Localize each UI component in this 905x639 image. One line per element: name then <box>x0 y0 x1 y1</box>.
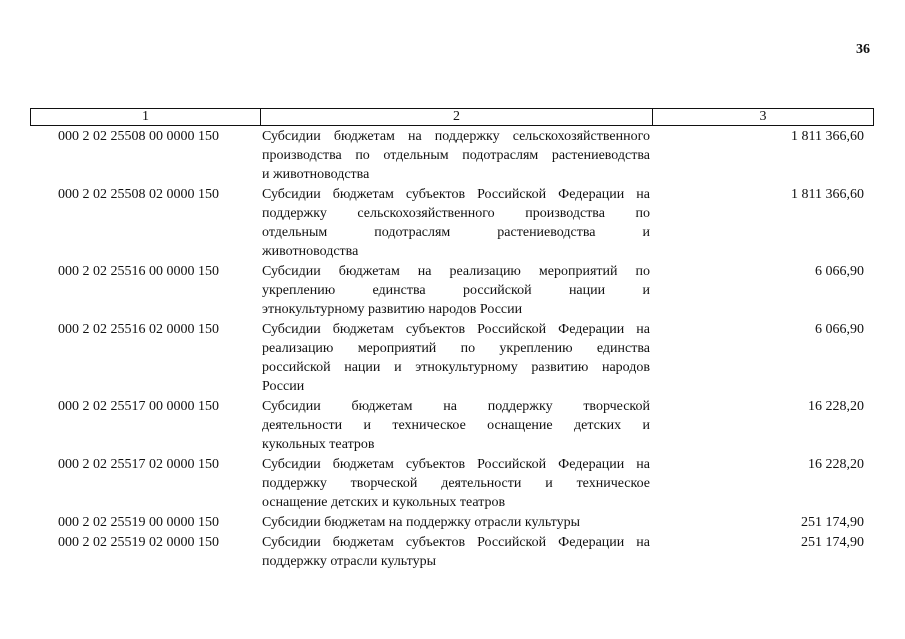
row-amount: 6 066,90 <box>815 322 864 337</box>
table-header <box>30 108 874 126</box>
description-line: Субсидии бюджетам на реализацию мероприятий по <box>262 264 650 279</box>
budget-code: 000 2 02 25519 02 0000 150 <box>58 535 219 550</box>
row-amount: 16 228,20 <box>808 399 864 414</box>
description-line: поддержку творческой деятельности и техническое <box>262 476 650 491</box>
description-line: производства по отдельным подотраслям растениеводства <box>262 148 650 163</box>
budget-code: 000 2 02 25508 02 0000 150 <box>58 187 219 202</box>
row-description <box>262 513 650 532</box>
description-line: Субсидии бюджетам субъектов Российской Федерации на <box>262 187 650 202</box>
budget-code: 000 2 02 25516 02 0000 150 <box>58 322 219 337</box>
budget-code: 000 2 02 25519 00 0000 150 <box>58 515 219 530</box>
row-amount: 251 174,90 <box>801 515 864 530</box>
description-line: поддержку сельскохозяйственного производства по <box>262 206 650 221</box>
budget-code: 000 2 02 25517 02 0000 150 <box>58 457 219 472</box>
header-col-3: 3 <box>759 109 767 124</box>
row-amount: 6 066,90 <box>815 264 864 279</box>
description-line: Субсидии бюджетам субъектов Российской Федерации на <box>262 457 650 472</box>
description-line: деятельности и техническое оснащение детских и <box>262 418 650 433</box>
row-amount: 251 174,90 <box>801 535 864 550</box>
row-amount: 1 811 366,60 <box>791 129 864 144</box>
description-line: Субсидии бюджетам на поддержку отрасли культуры <box>262 515 581 530</box>
row-amount: 1 811 366,60 <box>791 187 864 202</box>
description-line: Субсидии бюджетам субъектов Российской Федерации на <box>262 322 650 337</box>
header-col-2: 2 <box>261 109 653 125</box>
description-line: России <box>262 379 305 394</box>
row-description <box>262 262 650 319</box>
row-description <box>262 455 650 512</box>
description-line: реализацию мероприятий по укреплению единства <box>262 341 650 356</box>
row-description <box>262 127 650 184</box>
description-line: отдельным подотраслям растениеводства и <box>262 225 650 240</box>
budget-code: 000 2 02 25517 00 0000 150 <box>58 399 219 414</box>
row-amount: 16 228,20 <box>808 457 864 472</box>
description-line: этнокультурному развитию народов России <box>262 302 523 317</box>
description-line: животноводства <box>262 244 359 259</box>
description-line: Субсидии бюджетам на поддержку творческой <box>262 399 650 414</box>
budget-code: 000 2 02 25516 00 0000 150 <box>58 264 219 279</box>
description-line: Субсидии бюджетам на поддержку сельскохозяйственного <box>262 129 650 144</box>
description-line: российской нации и этнокультурному развитию народов <box>262 360 650 375</box>
description-line: оснащение детских и кукольных театров <box>262 495 506 510</box>
row-description <box>262 397 650 454</box>
description-line: Субсидии бюджетам субъектов Российской Федерации на <box>262 535 650 550</box>
row-description <box>262 533 650 571</box>
row-description <box>262 185 650 261</box>
description-line: и животноводства <box>262 167 370 182</box>
description-line: укреплению единства российской нации и <box>262 283 650 298</box>
row-description <box>262 320 650 396</box>
description-line: кукольных театров <box>262 437 375 452</box>
budget-code: 000 2 02 25508 00 0000 150 <box>58 129 219 144</box>
description-line: поддержку отрасли культуры <box>262 554 437 569</box>
page-number: 36 <box>856 42 870 57</box>
header-col-1: 1 <box>31 109 261 125</box>
